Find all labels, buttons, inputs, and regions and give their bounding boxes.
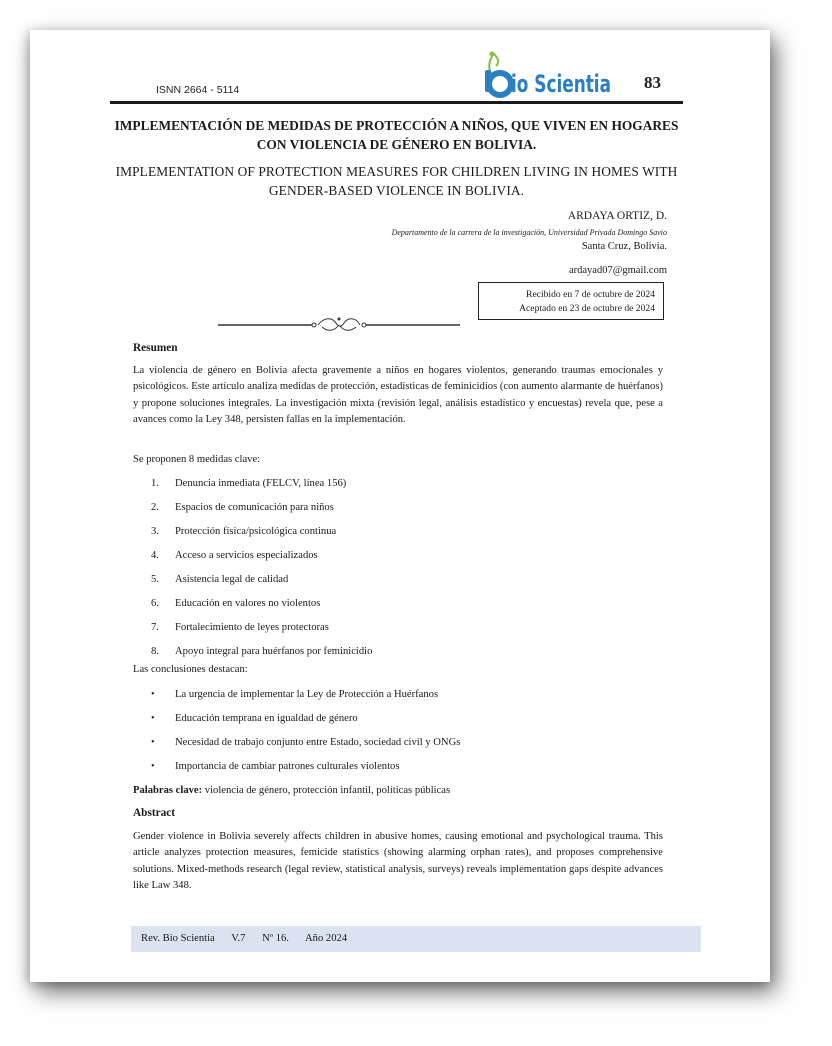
ornament-divider xyxy=(218,314,460,336)
list-item: 4. Acceso a servicios especializados xyxy=(151,550,318,561)
conclusions-list xyxy=(151,688,460,784)
page-header xyxy=(110,48,683,106)
received-date: Recibido en 7 de octubre de 2024 xyxy=(526,289,655,300)
keywords-value: violencia de género, protección infantil, políticas públicas xyxy=(202,785,451,796)
list-item: 6. Educación en valores no violentos xyxy=(151,598,321,609)
list-item: 5. Asistencia legal de calidad xyxy=(151,574,289,585)
list-item: 3. Protección física/psicológica continua xyxy=(151,526,337,537)
author-name: ARDAYA ORTIZ, D. xyxy=(567,210,667,222)
measures-list xyxy=(151,477,372,669)
list-item: 8. Apoyo integral para huérfanos por feminicidio xyxy=(151,646,373,657)
bio-scientia-logo xyxy=(482,50,614,104)
issn-label: ISNN 2664 - 5114 xyxy=(156,84,240,96)
author-department: Departamento de la carrera de la investigación, Universidad Privada Domingo Savio xyxy=(391,228,667,237)
resumen-heading: Resumen xyxy=(133,342,178,354)
title-english: IMPLEMENTATION OF PROTECTION MEASURES FOR CHILDREN LIVING IN HOMES WITH GENDER-BASED VIOLENCE IN BOLIVIA. xyxy=(115,164,678,198)
list-item: 7. Fortalecimiento de leyes protectoras xyxy=(151,622,329,633)
accepted-date: Aceptado en 23 de octubre de 2024 xyxy=(519,302,655,314)
list-item: 2. Espacios de comunicación para niños xyxy=(151,502,334,513)
title-spanish: IMPLEMENTACIÓN DE MEDIDAS DE PROTECCIÓN A NIÑOS, QUE VIVEN EN HOGARES CON VIOLENCIA DE GÉNERO EN BOLIVIA. xyxy=(114,118,679,152)
conclusions-intro: Las conclusiones destacan: xyxy=(133,664,248,675)
list-item: • Necesidad de trabajo conjunto entre Estado, sociedad civil y ONGs xyxy=(151,737,461,748)
author-location: Santa Cruz, Bolivia. xyxy=(581,241,667,252)
page-number: 83 xyxy=(644,73,661,92)
footer-number: Nº 16. xyxy=(262,933,289,944)
footer-year: Año 2024 xyxy=(305,933,348,944)
resumen-paragraph: La violencia de género en Bolivia afecta gravemente a niños en hogares violentos, generando traumas emocionales y psicológicos. Este artículo analiza medidas de protección, estadísticas de feminicidios (con aumento alarmante de huérfanos) y propone soluciones integrales. La investigación mixta (revisión legal, análisis estadístico y encuestas) revela que, pese a avances como la Ley 348, persisten fallas en la implementación. xyxy=(133,365,663,426)
author-email: ardayad07@gmail.com xyxy=(568,265,667,276)
page-footer xyxy=(131,926,701,952)
abstract-heading: Abstract xyxy=(133,807,176,819)
list-item: • La urgencia de implementar la Ley de Protección a Huérfanos xyxy=(151,689,439,700)
header-rule xyxy=(110,101,683,104)
list-item: • Educación temprana en igualdad de género xyxy=(151,713,358,724)
abstract-paragraph: Gender violence in Bolivia severely affects children in abusive homes, causing emotional and psychological trauma. This article analyzes protection measures, femicide statistics (showing alarming orphan rates), and proposes comprehensive solutions. Mixed-methods research (legal review, statistical analysis, surveys) reveals implementation gaps despite advances like Law 348. xyxy=(133,831,663,892)
footer-journal: Rev. Bio Scientia xyxy=(141,933,215,944)
list-item: • Importancia de cambiar patrones culturales violentos xyxy=(151,761,400,772)
keywords-line xyxy=(133,785,450,796)
measures-intro: Se proponen 8 medidas clave: xyxy=(133,454,261,465)
logo-wordmark: io Scientia xyxy=(511,70,611,98)
journal-page xyxy=(30,30,770,982)
list-item: 1. Denuncia inmediata (FELCV, línea 156) xyxy=(151,478,347,489)
dates-box xyxy=(478,282,664,320)
footer-volume: V.7 xyxy=(231,933,246,944)
keywords-label: Palabras clave: xyxy=(133,785,203,796)
